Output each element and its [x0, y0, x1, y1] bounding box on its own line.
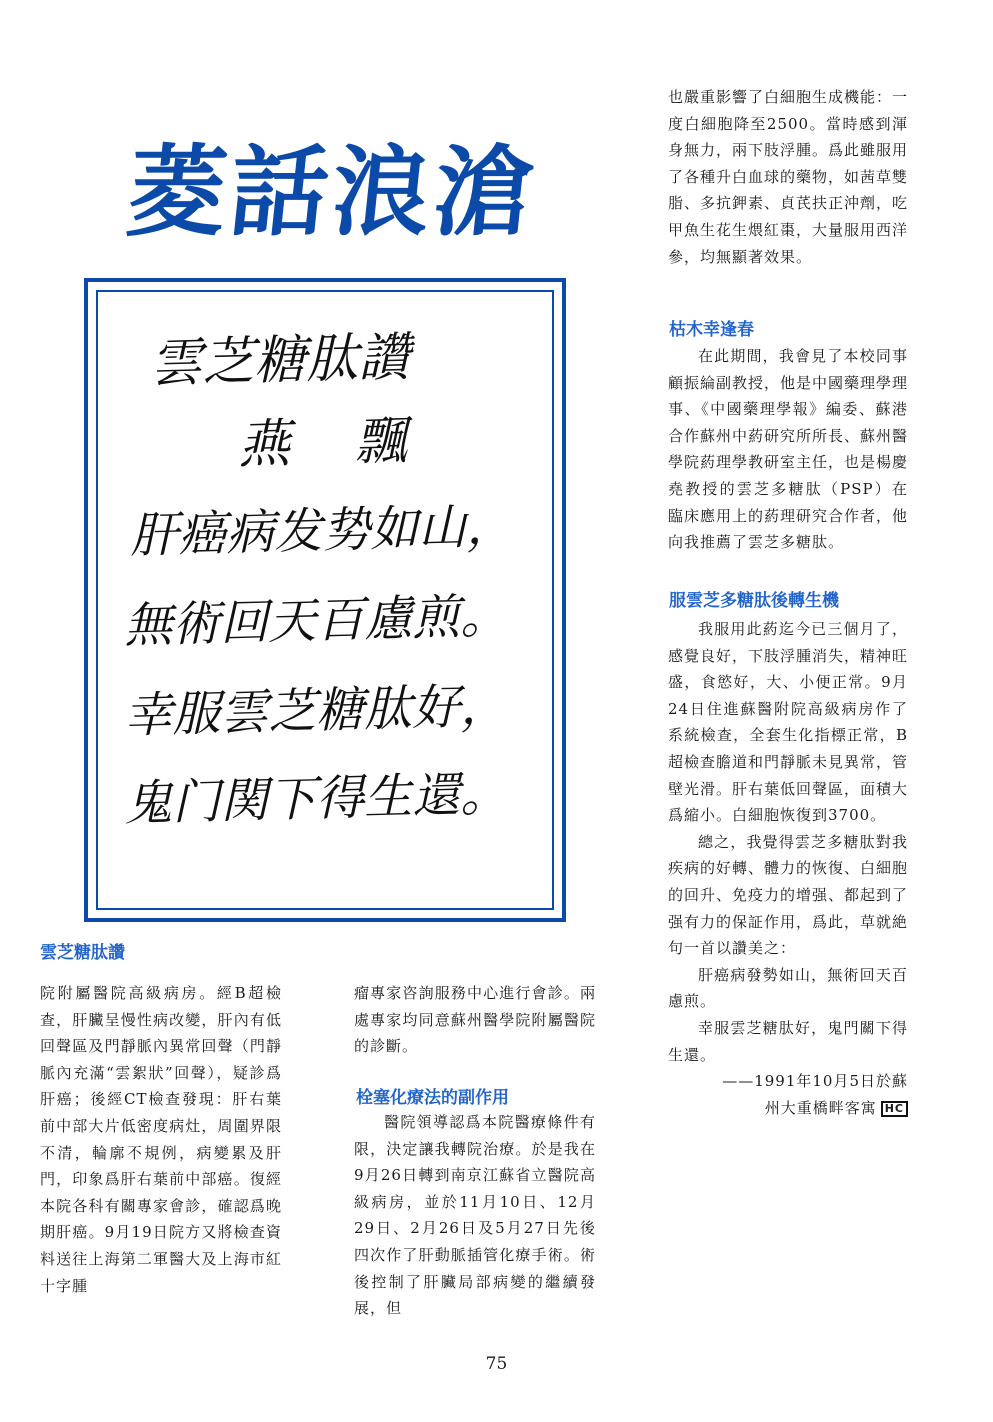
- calligraphy-line-2: 無術回天百慮煎。: [123, 587, 509, 655]
- col3-paragraph-2: 在此期間，我會見了本校同事顧振綸副教授，他是中國藥理學理事、《中國藥理學報》編委、蘇港合作蘇州中葯研究所所長、蘇州醫學院葯理學教研室主任，也是楊慶堯教授的雲芝多糖肽（PSP）在臨床應用上的葯理研究合作者，他向我推薦了雲芝多糖肽。: [668, 347, 909, 552]
- col3-body-mid: [668, 343, 908, 556]
- calligraphy-frame: [84, 278, 566, 922]
- col3-body-bottom: [668, 616, 908, 1121]
- col2-paragraph-1: 瘤專家咨詢服務中心進行會診。兩處專家均同意蘇州醫學院附屬醫院的診斷。: [354, 984, 596, 1056]
- col2-body-top: [354, 980, 596, 1060]
- calligraphy-line-1: 肝癌病发势如山，: [129, 497, 515, 565]
- col3-body-top: [668, 84, 908, 270]
- col3-paragraph-1: 也嚴重影響了白細胞生成機能：一度白細胞降至2500。當時感到渾身無力，兩下肢浮腫。爲此雖服用了各種升白血球的藥物，如茜草雙脂、多抗鉀素、貞芪扶正沖劑，吃甲魚生花生煨紅棗，大量服用西洋參，均無顯著效果。: [668, 88, 909, 266]
- col1-paragraph: 院附屬醫院高級病房。經B超檢查，肝臟呈慢性病改變，肝內有低回聲區及門靜脈內異常回聲（門靜脈內充滿“雲絮狀”回聲），疑診爲肝癌；後經CT檢查發現：肝右葉前中部大片低密度病灶，周圍界限不清，輪廓不規例，病變累及肝門，印象爲肝右葉前中部癌。復經本院各科有關專家會診，確認爲晚期肝癌。9月19日院方又將檢查資料送往上海第二軍醫大及上海市紅十字腫: [40, 984, 282, 1295]
- calligraphy-line-title: 雲芝糖肽讚: [149, 327, 411, 395]
- col3-date-line: ——1991年10月5日於蘇: [722, 1072, 908, 1091]
- col2-heading: 栓塞化療法的副作用: [356, 1088, 509, 1108]
- page-number: 75: [485, 1354, 508, 1374]
- col1-heading: 雲芝糖肽讚: [40, 943, 125, 963]
- col3-signoff: [668, 1095, 908, 1122]
- col3-poem-line-1: 肝癌病發勢如山，無術回天百慮煎。: [668, 965, 908, 1011]
- calligraphy-line-4: 鬼门関下得生還。: [123, 765, 509, 833]
- col3-place-line: 州大重橋畔客寓: [764, 1098, 877, 1117]
- col2-paragraph-2: 醫院領導認爲本院醫療條件有限，決定讓我轉院治療。於是我在9月26日轉到南京江蘇省立醫院高級病房，並於11月10日、12月29日、2月26日及5月27日先後四次作了肝動脈插管化療手術。術後控制了肝臟局部病變的繼續發展，但: [354, 1113, 596, 1318]
- col2-body-bottom: [354, 1109, 596, 1322]
- col3-heading-1: 枯木幸逢春: [669, 320, 754, 340]
- col3-heading-2: 服雲芝多糖肽後轉生機: [669, 591, 839, 611]
- calligraphy-line-author: 燕 飄: [237, 410, 432, 476]
- col3-paragraph-4: 總之，我覺得雲芝多糖肽對我疾病的好轉、體力的恢復、白細胞的回升、免疫力的增强、都起到了强有力的保証作用，爲此，草就絶句一首以讚美之：: [668, 832, 909, 958]
- calligraphy-title: 菱話浪滄: [122, 135, 543, 250]
- col1-body: [40, 980, 282, 1299]
- col3-poem-line-2: 幸服雲芝糖肽好，鬼門關下得生還。: [668, 1018, 908, 1064]
- col3-paragraph-3: 我服用此葯迄今已三個月了，感覺良好，下肢浮腫消失，精神旺盛，食慾好，大、小便正常。9月24日住進蘇醫附院高級病房作了系統檢查，全套生化指標正常，B超檢查膽道和門靜脈未見異常，管壁光滑。肝右葉低回聲區，面積大爲縮小。白細胞恢復到3700。: [668, 620, 909, 825]
- calligraphy-line-3: 幸服雲芝糖肽好，: [123, 677, 509, 745]
- hc-logo: HC: [881, 1101, 908, 1117]
